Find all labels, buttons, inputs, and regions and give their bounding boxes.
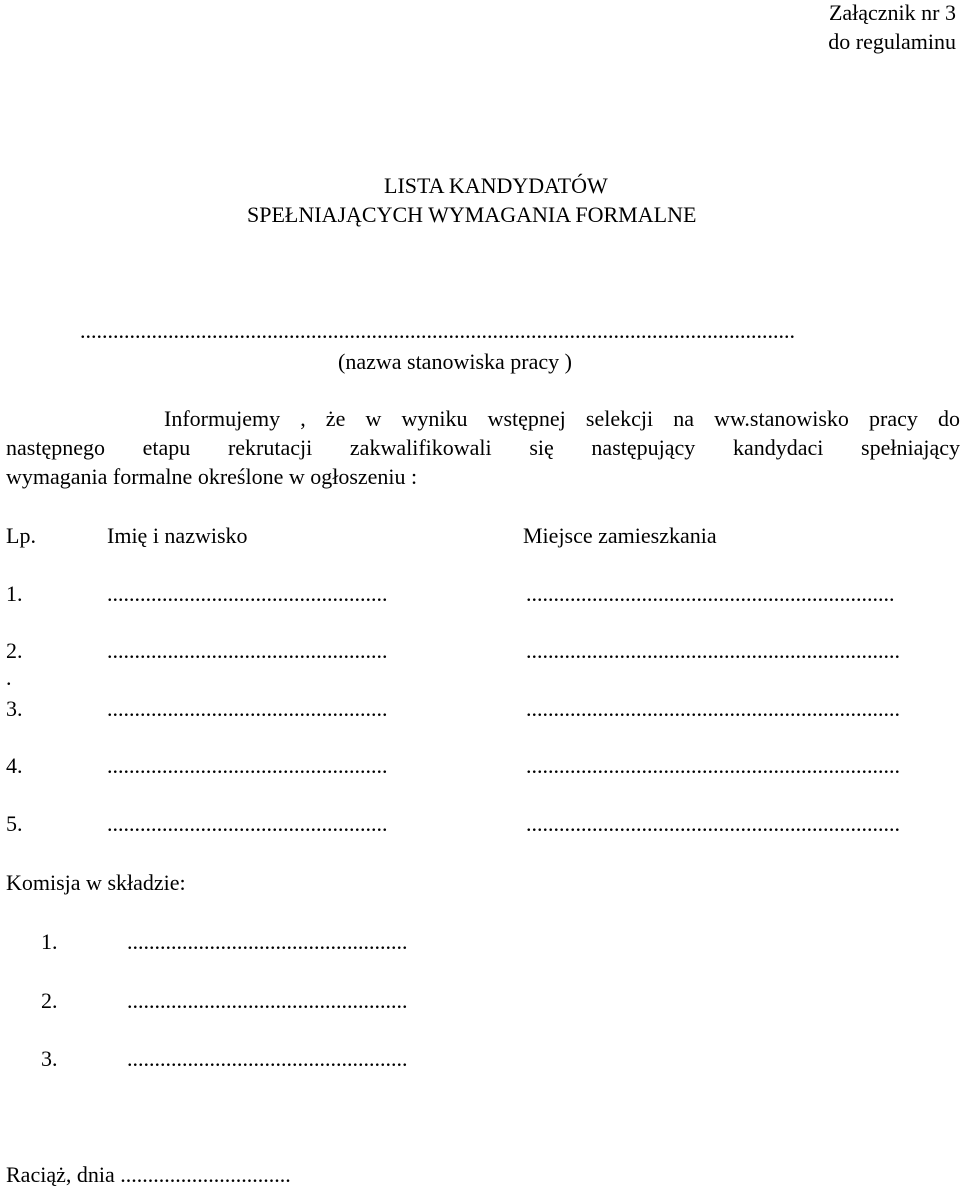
row-name-blank: ................................................... (107, 581, 388, 606)
position-name-caption: (nazwa stanowiska pracy ) (338, 349, 572, 374)
row-residence-blank: .................................................................... (526, 811, 900, 836)
row-number: 4. (6, 753, 23, 778)
row-residence-blank: .................................................................... (526, 638, 900, 663)
member-number: 1. (41, 929, 58, 954)
committee-label: Komisja w składzie: (6, 870, 186, 895)
column-header-residence: Miejsce zamieszkania (523, 523, 717, 548)
annex-number: Załącznik nr 3 (828, 0, 956, 25)
row-residence-blank: .................................................................... (526, 753, 900, 778)
place-and-date: Raciąż, dnia ............................... (6, 1162, 291, 1187)
member-number: 2. (41, 988, 58, 1013)
member-name-blank: ................................................... (127, 929, 408, 954)
row-residence-blank: .................................................................... (526, 696, 900, 721)
row-number: 2. (6, 638, 23, 663)
column-header-lp: Lp. (6, 523, 36, 548)
member-name-blank: ................................................... (127, 1046, 408, 1071)
row-number: 3. (6, 696, 23, 721)
title-line-2: SPEŁNIAJĄCYCH WYMAGANIA FORMALNE (247, 202, 697, 227)
title-line-1: LISTA KANDYDATÓW (384, 173, 608, 198)
annex-subtitle: do regulaminu (828, 29, 956, 54)
member-name-blank: ................................................... (127, 988, 408, 1013)
intro-line-3: wymagania formalne określone w ogłoszeniu : (6, 464, 418, 489)
intro-line-1: Informujemy , że w wyniku wstępnej selekcji na ww.stanowisko pracy do (164, 406, 960, 431)
row-residence-blank: ................................................................... (526, 581, 895, 606)
row-number: 5. (6, 811, 23, 836)
row-name-blank: ................................................... (107, 696, 388, 721)
intro-line-2: następnego etapu rekrutacji zakwalifikowali się następujący kandydaci spełniający (6, 435, 960, 460)
row-name-blank: ................................................... (107, 811, 388, 836)
row-stray-dot: . (6, 665, 12, 690)
row-number: 1. (6, 581, 23, 606)
row-name-blank: ................................................... (107, 753, 388, 778)
position-name-blank: .................................................................................................................................. (80, 320, 795, 342)
member-number: 3. (41, 1046, 58, 1071)
row-name-blank: ................................................... (107, 638, 388, 663)
column-header-name: Imię i nazwisko (107, 523, 248, 548)
